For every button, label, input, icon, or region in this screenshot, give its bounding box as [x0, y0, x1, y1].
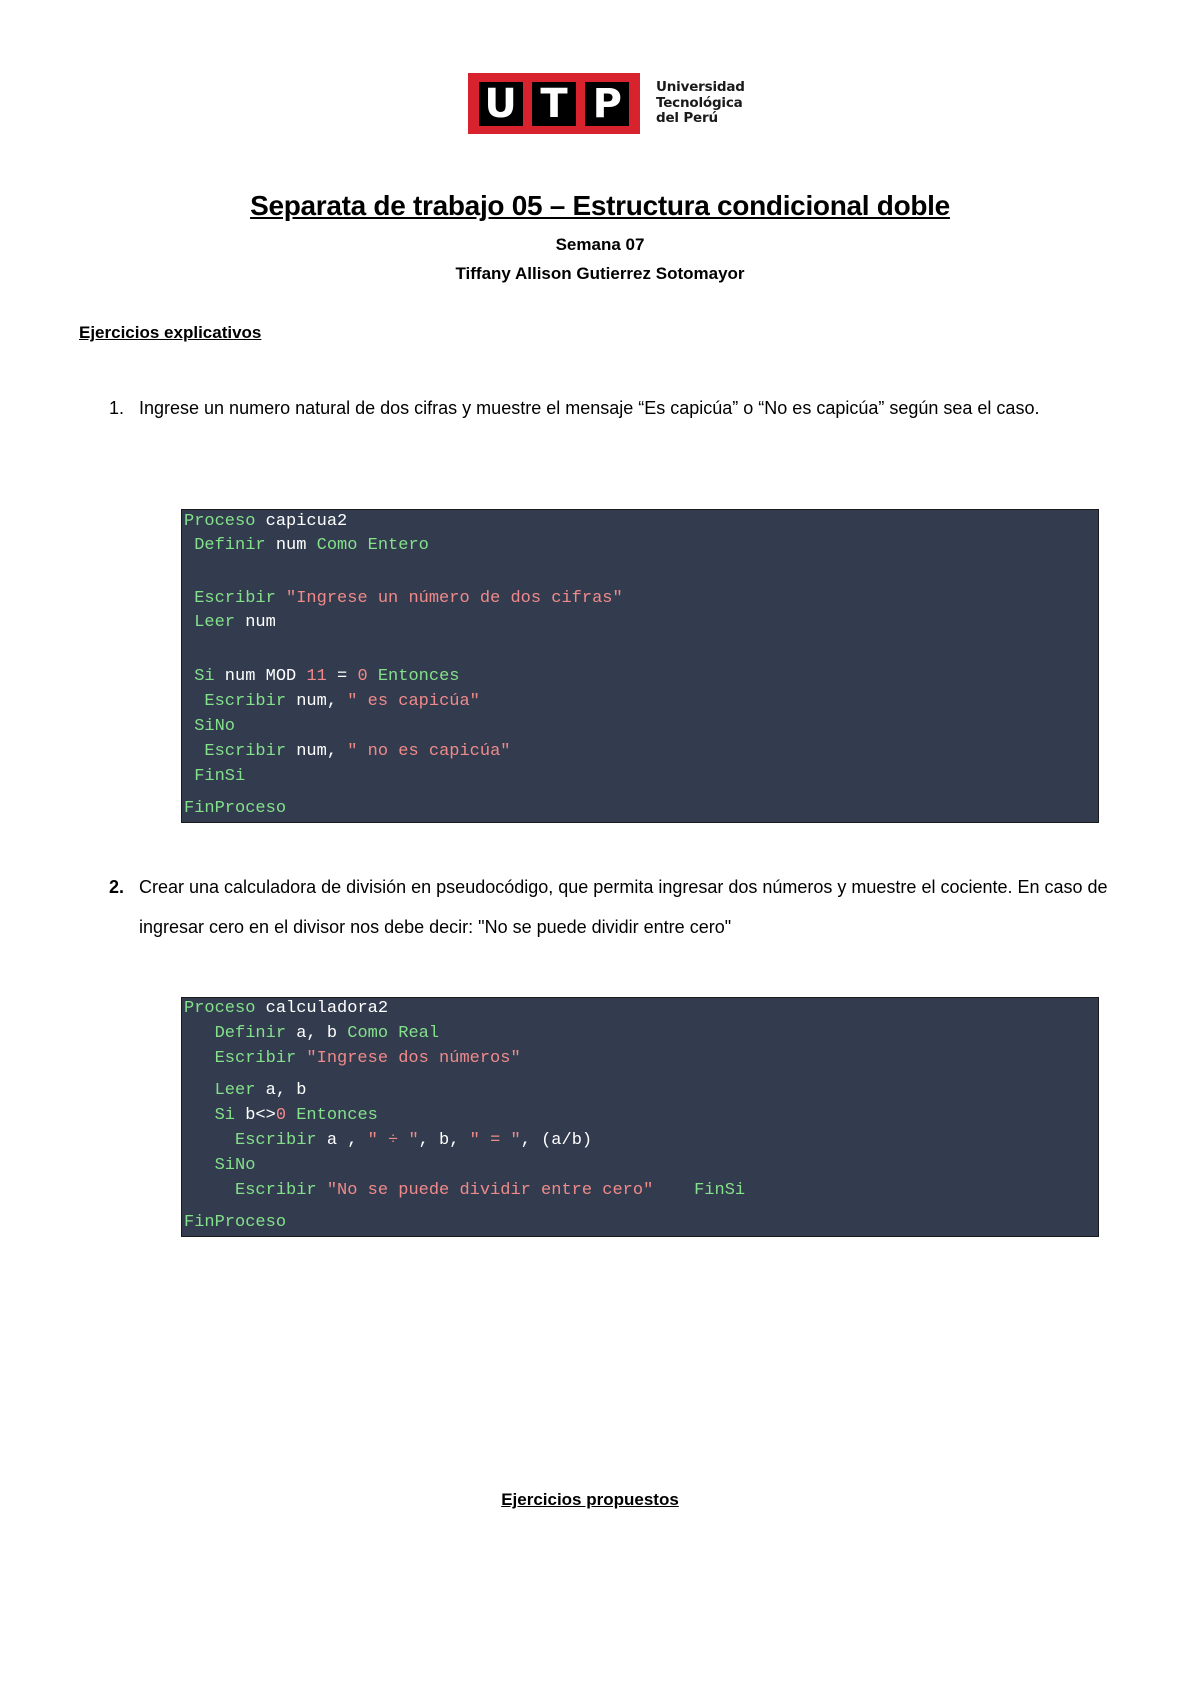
section-heading-explicativos: Ejercicios explicativos: [79, 323, 262, 342]
code-line: [184, 1212, 286, 1234]
code-keyword: Si: [184, 1106, 236, 1125]
code-line: [184, 666, 459, 688]
code-keyword: FinSi: [653, 1181, 746, 1200]
code-string: "Ingrese un número de dos cifras": [275, 589, 623, 608]
code-line: [184, 998, 388, 1020]
code-keyword: Leer: [184, 613, 236, 632]
code-line: [184, 588, 623, 610]
code-text: calculadora2: [255, 999, 389, 1018]
code-keyword: Definir: [184, 1024, 287, 1043]
exercise-number: 1.: [109, 398, 125, 418]
code-number: 0: [275, 1106, 287, 1125]
exercise-1: [109, 388, 1109, 428]
logo-line-2: Tecnológica: [656, 94, 743, 111]
code-line: [184, 1155, 255, 1177]
code-number: 0: [357, 667, 368, 686]
code-keyword: Proceso: [184, 512, 256, 531]
code-keyword: Leer: [184, 1081, 256, 1100]
code-line: [184, 766, 245, 788]
code-string: " es capicúa": [347, 692, 480, 711]
code-keyword: Si: [184, 667, 215, 686]
code-keyword: SiNo: [184, 1156, 256, 1175]
code-text: a, b: [286, 1024, 348, 1043]
logo-letter-u: U: [479, 82, 523, 126]
code-string: "Ingrese dos números": [296, 1049, 521, 1068]
code-line: [184, 1023, 439, 1045]
logo-letter-p: P: [585, 82, 629, 126]
exercise-2: [109, 867, 1109, 947]
logo-line-3: del Perú: [656, 110, 718, 127]
document-title: Separata de trabajo 05 – Estructura condicional doble: [250, 190, 950, 221]
code-text: a ,: [316, 1131, 368, 1150]
code-text: num,: [286, 742, 348, 761]
code-keyword: Como: [347, 1024, 389, 1043]
code-keyword: Proceso: [184, 999, 256, 1018]
code-keyword: Como: [316, 536, 358, 555]
code-text: num: [265, 536, 317, 555]
code-keyword: Escribir: [184, 742, 287, 761]
utp-logo: [468, 73, 745, 134]
code-line: [184, 612, 276, 634]
code-keyword: FinSi: [184, 767, 246, 786]
utp-logo-text: [656, 80, 745, 127]
exercise-number: 2.: [109, 877, 125, 897]
code-line: [184, 535, 429, 557]
logo-letter-t: T: [532, 82, 576, 126]
code-text: num MOD: [214, 667, 307, 686]
code-string: " no es capicúa": [347, 742, 511, 761]
exercise-text: Crear una calculadora de división en pseudocódigo, que permita ingresar dos números y muestre el cociente. En caso de ingresar cero en el divisor nos debe decir: "No se puede dividir entre cero": [139, 877, 1108, 937]
code-block-calculadora: [181, 997, 1099, 1237]
code-number: 11: [306, 667, 327, 686]
code-line: [184, 741, 510, 763]
author-name: Tiffany Allison Gutierrez Sotomayor: [455, 264, 745, 283]
code-text: num,: [286, 692, 348, 711]
logo-line-1: Universidad: [656, 79, 745, 96]
code-keyword: Escribir: [184, 1181, 317, 1200]
code-keyword: FinProceso: [184, 799, 287, 818]
code-line: [184, 1130, 592, 1152]
section-heading-propuestos: Ejercicios propuestos: [501, 1490, 679, 1509]
code-text: =: [326, 667, 358, 686]
code-string: " ÷ ": [367, 1131, 419, 1150]
code-line: [184, 691, 480, 713]
code-string: " = ": [469, 1131, 521, 1150]
code-keyword: FinProceso: [184, 1213, 287, 1232]
code-text: capicua2: [255, 512, 348, 531]
code-string: "No se puede dividir entre cero": [316, 1181, 654, 1200]
code-keyword: Real: [388, 1024, 440, 1043]
code-keyword: Escribir: [184, 589, 276, 608]
code-line: [184, 1048, 521, 1070]
code-keyword: Entonces: [286, 1106, 378, 1125]
code-line: [184, 1180, 745, 1202]
code-text: , (a/b): [520, 1131, 593, 1150]
code-text: num: [235, 613, 276, 632]
code-text: , b,: [418, 1131, 470, 1150]
code-keyword: Escribir: [184, 1049, 297, 1068]
exercise-text: Ingrese un numero natural de dos cifras y muestre el mensaje “Es capicúa” o “No es capicúa” según sea el caso.: [139, 398, 1040, 418]
utp-logo-mark: [468, 73, 640, 134]
week-label: Semana 07: [555, 235, 645, 254]
code-line: [184, 1080, 306, 1102]
code-line: [184, 798, 286, 820]
code-keyword: Entonces: [367, 667, 460, 686]
code-block-capicua: [181, 509, 1099, 823]
code-text: a, b: [255, 1081, 307, 1100]
code-text: b<>: [235, 1106, 276, 1125]
code-line: [184, 1105, 378, 1127]
code-keyword: Entero: [357, 536, 429, 555]
code-keyword: Escribir: [184, 1131, 317, 1150]
code-line: [184, 511, 347, 533]
code-keyword: Definir: [184, 536, 266, 555]
code-line: [184, 716, 235, 738]
code-keyword: Escribir: [184, 692, 287, 711]
code-keyword: SiNo: [184, 717, 236, 736]
